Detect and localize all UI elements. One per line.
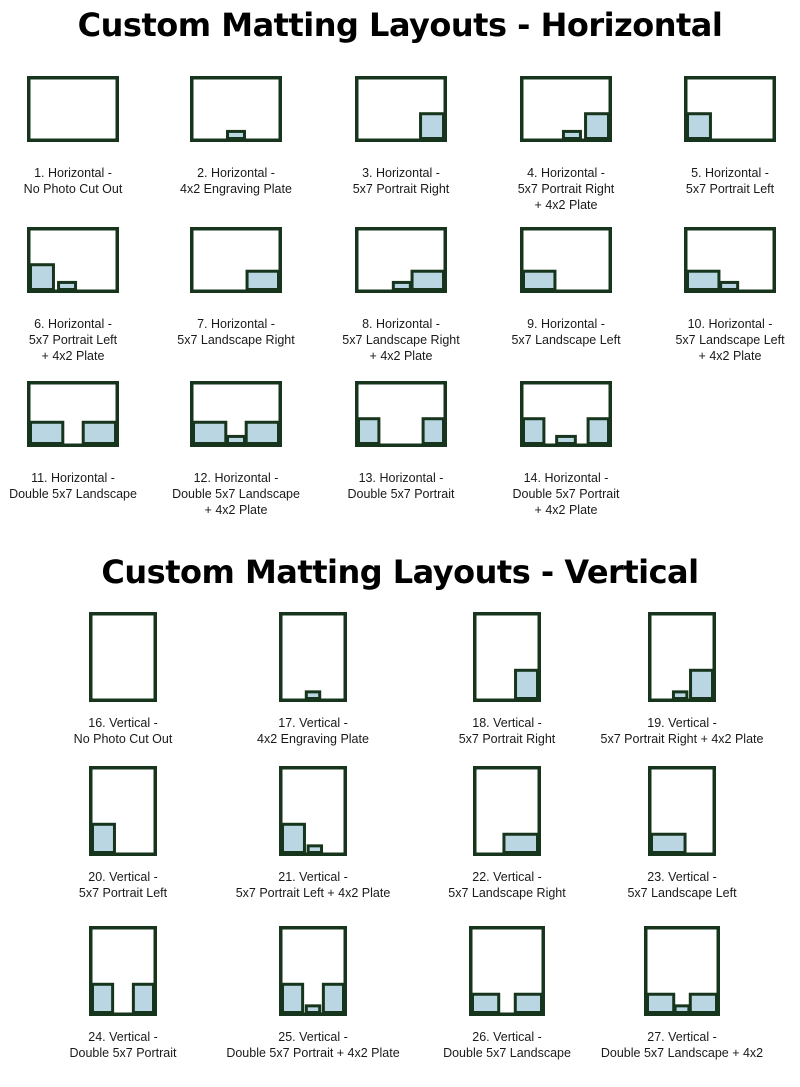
layout-caption bbox=[353, 165, 450, 197]
layout-caption-title: 10. Horizontal - bbox=[687, 317, 773, 331]
photo-cutout bbox=[412, 271, 443, 289]
photo-cutout bbox=[652, 834, 686, 852]
layout-item bbox=[648, 766, 716, 856]
layout-number: 14. bbox=[523, 471, 545, 485]
layout-caption-title: 9. Horizontal - bbox=[527, 317, 605, 331]
layout-caption-line: + 4x2 Plate bbox=[698, 349, 762, 363]
layout-caption bbox=[448, 869, 565, 901]
layout-caption-title: 21. Vertical - bbox=[278, 870, 348, 884]
photo-cutout bbox=[83, 422, 115, 443]
photo-cutout bbox=[504, 834, 538, 852]
engraving-plate-cutout bbox=[59, 282, 76, 289]
layout-item bbox=[89, 766, 157, 856]
layout-caption-title: 13. Horizontal - bbox=[358, 471, 444, 485]
layout-caption-line: Double 5x7 Portrait bbox=[69, 1046, 177, 1060]
mat-frame-diagram bbox=[469, 926, 545, 1016]
layout-caption bbox=[24, 165, 123, 197]
mat-frame-diagram bbox=[89, 612, 157, 702]
mat-frame-diagram bbox=[520, 227, 612, 293]
layout-caption-line: 5x7 Portrait Left bbox=[28, 333, 118, 347]
layout-caption bbox=[69, 1029, 176, 1061]
layout-caption-line: 5x7 Portrait Left + 4x2 Plate bbox=[235, 886, 391, 900]
layout-caption-title: 20. Vertical - bbox=[88, 870, 158, 884]
layout-caption-line: 5x7 Portrait Left bbox=[685, 182, 775, 196]
layout-item bbox=[684, 227, 776, 293]
layout-caption-line: 4x2 Engraving Plate bbox=[180, 182, 292, 196]
layout-number: 23. bbox=[647, 870, 669, 884]
layout-number: 17. bbox=[278, 716, 300, 730]
layout-number: 27. bbox=[647, 1030, 669, 1044]
photo-cutout bbox=[421, 114, 444, 139]
engraving-plate-cutout bbox=[308, 846, 321, 853]
layout-caption-line: 5x7 Portrait Right bbox=[352, 182, 450, 196]
layout-caption-title: 25. Vertical - bbox=[278, 1030, 348, 1044]
layout-caption-line: 5x7 Portrait Right bbox=[458, 732, 556, 746]
layout-caption-line: + 4x2 Plate bbox=[204, 503, 268, 517]
photo-cutout bbox=[133, 984, 153, 1012]
mat-frame-diagram bbox=[473, 612, 541, 702]
layout-number: 13. bbox=[358, 471, 380, 485]
engraving-plate-cutout bbox=[306, 692, 319, 699]
layout-number: 6. bbox=[34, 317, 48, 331]
photo-cutout bbox=[473, 994, 499, 1012]
layout-caption-line: 5x7 Landscape Left bbox=[675, 333, 785, 347]
layout-item bbox=[27, 227, 119, 293]
layout-number: 16. bbox=[88, 716, 110, 730]
layout-caption bbox=[177, 316, 294, 348]
layout-caption-line: 5x7 Portrait Right bbox=[517, 182, 615, 196]
layout-item bbox=[279, 766, 347, 856]
photo-cutout bbox=[691, 670, 713, 698]
layout-caption bbox=[443, 1029, 571, 1061]
layout-caption-line: 5x7 Landscape Left bbox=[511, 333, 621, 347]
layout-number: 20. bbox=[88, 870, 110, 884]
photo-cutout bbox=[648, 994, 674, 1012]
photo-cutout bbox=[31, 422, 63, 443]
layout-item bbox=[469, 926, 545, 1016]
layout-item bbox=[190, 76, 282, 142]
photo-cutout bbox=[423, 419, 443, 444]
engraving-plate-cutout bbox=[673, 692, 686, 699]
layout-number: 1. bbox=[34, 166, 48, 180]
layout-caption-line: Double 5x7 Landscape + 4x2 bbox=[600, 1046, 764, 1060]
layout-number: 11. bbox=[31, 471, 51, 485]
mat-frame bbox=[29, 78, 118, 141]
layout-caption bbox=[236, 869, 391, 901]
layout-item bbox=[89, 612, 157, 702]
engraving-plate-cutout bbox=[563, 131, 580, 138]
layout-caption-title: 23. Vertical - bbox=[647, 870, 717, 884]
mat-frame-diagram bbox=[684, 76, 776, 142]
layout-caption-line: Double 5x7 Portrait bbox=[347, 487, 455, 501]
layout-caption bbox=[686, 165, 774, 197]
layout-number: 9. bbox=[527, 317, 541, 331]
mat-frame-diagram bbox=[520, 76, 612, 142]
layout-item bbox=[279, 926, 347, 1016]
layout-caption bbox=[74, 715, 173, 747]
layout-caption-line: + 4x2 Plate bbox=[369, 349, 433, 363]
layout-caption-title: 17. Vertical - bbox=[278, 716, 348, 730]
layout-caption-line: + 4x2 Plate bbox=[534, 503, 598, 517]
engraving-plate-cutout bbox=[228, 131, 245, 138]
layout-caption bbox=[601, 1029, 763, 1061]
layout-caption-title: 22. Vertical - bbox=[472, 870, 542, 884]
layout-caption bbox=[180, 165, 292, 197]
mat-frame-diagram bbox=[190, 381, 282, 447]
photo-cutout bbox=[586, 114, 609, 139]
mat-frame-diagram bbox=[190, 76, 282, 142]
layout-caption-title: 4. Horizontal - bbox=[527, 166, 605, 180]
mat-frame-diagram bbox=[473, 766, 541, 856]
layout-caption-line: 5x7 Landscape Right bbox=[177, 333, 295, 347]
photo-cutout bbox=[93, 984, 113, 1012]
layout-item bbox=[190, 381, 282, 447]
layout-caption-title: 8. Horizontal - bbox=[362, 317, 440, 331]
photo-cutout bbox=[690, 994, 716, 1012]
photo-cutout bbox=[524, 271, 555, 289]
layout-number: 4. bbox=[527, 166, 541, 180]
layout-number: 5. bbox=[691, 166, 705, 180]
photo-cutout bbox=[194, 422, 226, 443]
mat-frame-diagram bbox=[279, 766, 347, 856]
layout-caption bbox=[226, 1029, 399, 1061]
mat-frame-diagram bbox=[190, 227, 282, 293]
layout-caption bbox=[9, 470, 137, 502]
layout-caption-title: 7. Horizontal - bbox=[197, 317, 275, 331]
mat-frame-diagram bbox=[520, 381, 612, 447]
layout-caption-title: 1. Horizontal - bbox=[34, 166, 112, 180]
mat-frame-diagram bbox=[89, 766, 157, 856]
layout-caption-line: 5x7 Landscape Right bbox=[342, 333, 460, 347]
layout-item bbox=[520, 227, 612, 293]
mat-frame-diagram bbox=[89, 926, 157, 1016]
layout-caption-title: 19. Vertical - bbox=[647, 716, 717, 730]
photo-cutout bbox=[247, 271, 278, 289]
mat-frame-diagram bbox=[279, 926, 347, 1016]
layout-caption-title: 11. Horizontal - bbox=[31, 471, 115, 485]
layout-number: 21. bbox=[278, 870, 300, 884]
layout-number: 24. bbox=[88, 1030, 110, 1044]
layout-caption bbox=[627, 869, 736, 901]
layout-caption-line: Double 5x7 Landscape bbox=[443, 1046, 571, 1060]
layout-caption-line: 5x7 Landscape Left bbox=[627, 886, 737, 900]
layout-item bbox=[27, 76, 119, 142]
layout-item bbox=[89, 926, 157, 1016]
photo-cutout bbox=[515, 994, 541, 1012]
photo-cutout bbox=[93, 824, 115, 852]
layout-item bbox=[279, 612, 347, 702]
layout-number: 26. bbox=[472, 1030, 494, 1044]
layout-caption-line: 4x2 Engraving Plate bbox=[257, 732, 369, 746]
layout-caption-line: Double 5x7 Landscape bbox=[9, 487, 137, 501]
layout-caption-title: 3. Horizontal - bbox=[362, 166, 440, 180]
layout-number: 10. bbox=[687, 317, 709, 331]
layout-caption-title: 18. Vertical - bbox=[472, 716, 542, 730]
mat-frame-diagram bbox=[27, 227, 119, 293]
layout-caption bbox=[29, 316, 117, 364]
layout-caption bbox=[79, 869, 167, 901]
layout-caption-line: + 4x2 Plate bbox=[41, 349, 105, 363]
layout-caption-line: Double 5x7 Portrait bbox=[512, 487, 620, 501]
layout-caption-line: No Photo Cut Out bbox=[73, 732, 173, 746]
mat-frame-diagram bbox=[648, 766, 716, 856]
layout-item bbox=[355, 381, 447, 447]
layout-caption bbox=[518, 165, 615, 213]
photo-cutout bbox=[688, 114, 711, 139]
layout-item bbox=[27, 381, 119, 447]
mat-frame-diagram bbox=[27, 381, 119, 447]
photo-cutout bbox=[323, 984, 343, 1012]
engraving-plate-cutout bbox=[393, 282, 410, 289]
layout-number: 8. bbox=[362, 317, 376, 331]
layout-caption bbox=[342, 316, 459, 364]
layout-number: 25. bbox=[278, 1030, 300, 1044]
section-title-horizontal: Custom Matting Layouts - Horizontal bbox=[77, 6, 723, 44]
photo-cutout bbox=[516, 670, 538, 698]
mat-frame-diagram bbox=[355, 227, 447, 293]
layout-caption-title: 2. Horizontal - bbox=[197, 166, 275, 180]
mat-frame-diagram bbox=[684, 227, 776, 293]
layout-number: 18. bbox=[472, 716, 494, 730]
layout-item bbox=[190, 227, 282, 293]
layout-caption bbox=[675, 316, 784, 364]
layout-item bbox=[473, 612, 541, 702]
mat-frame-diagram bbox=[644, 926, 720, 1016]
layout-number: 7. bbox=[197, 317, 211, 331]
mat-frame-diagram bbox=[355, 381, 447, 447]
photo-cutout bbox=[246, 422, 278, 443]
layout-caption bbox=[511, 316, 620, 348]
layout-caption-title: 5. Horizontal - bbox=[691, 166, 769, 180]
layout-item bbox=[684, 76, 776, 142]
layout-caption bbox=[601, 715, 764, 747]
layout-caption bbox=[459, 715, 556, 747]
photo-cutout bbox=[31, 265, 54, 290]
layout-caption-title: 16. Vertical - bbox=[88, 716, 158, 730]
photo-cutout bbox=[524, 419, 544, 444]
photo-cutout bbox=[283, 984, 303, 1012]
engraving-plate-cutout bbox=[721, 282, 738, 289]
mat-frame-diagram bbox=[279, 612, 347, 702]
layout-caption bbox=[512, 470, 619, 518]
layout-caption-line: 5x7 Portrait Right + 4x2 Plate bbox=[600, 732, 764, 746]
photo-cutout bbox=[359, 419, 379, 444]
layout-caption-title: 27. Vertical - bbox=[647, 1030, 717, 1044]
engraving-plate-cutout bbox=[306, 1006, 319, 1013]
layout-number: 12. bbox=[193, 471, 215, 485]
photo-cutout bbox=[283, 824, 305, 852]
layout-caption-title: 6. Horizontal - bbox=[34, 317, 112, 331]
layout-item bbox=[473, 766, 541, 856]
mat-frame-diagram bbox=[355, 76, 447, 142]
layout-number: 3. bbox=[362, 166, 376, 180]
layout-caption bbox=[347, 470, 454, 502]
layout-item bbox=[520, 76, 612, 142]
layout-caption-line: 5x7 Landscape Right bbox=[448, 886, 566, 900]
layout-number: 2. bbox=[197, 166, 211, 180]
mat-frame-diagram bbox=[27, 76, 119, 142]
layout-caption-title: 12. Horizontal - bbox=[193, 471, 279, 485]
layout-item bbox=[355, 76, 447, 142]
layout-item bbox=[648, 612, 716, 702]
layout-caption-line: No Photo Cut Out bbox=[23, 182, 123, 196]
layout-item bbox=[520, 381, 612, 447]
photo-cutout bbox=[688, 271, 719, 289]
layout-number: 22. bbox=[472, 870, 494, 884]
layout-caption bbox=[257, 715, 369, 747]
mat-frame bbox=[281, 614, 346, 701]
layout-caption bbox=[172, 470, 300, 518]
layout-number: 19. bbox=[647, 716, 669, 730]
mat-frame bbox=[91, 614, 156, 701]
layout-item bbox=[644, 926, 720, 1016]
layout-caption-line: Double 5x7 Landscape bbox=[172, 487, 300, 501]
photo-cutout bbox=[588, 419, 608, 444]
engraving-plate-cutout bbox=[675, 1006, 689, 1013]
layout-caption-line: + 4x2 Plate bbox=[534, 198, 598, 212]
layout-caption-title: 26. Vertical - bbox=[472, 1030, 542, 1044]
engraving-plate-cutout bbox=[557, 436, 576, 443]
mat-frame-diagram bbox=[648, 612, 716, 702]
layout-caption-title: 24. Vertical - bbox=[88, 1030, 158, 1044]
layout-caption-title: 14. Horizontal - bbox=[523, 471, 609, 485]
layout-item bbox=[355, 227, 447, 293]
layout-caption-line: Double 5x7 Portrait + 4x2 Plate bbox=[226, 1046, 400, 1060]
layout-caption-line: 5x7 Portrait Left bbox=[78, 886, 168, 900]
engraving-plate-cutout bbox=[228, 436, 245, 443]
section-title-vertical: Custom Matting Layouts - Vertical bbox=[101, 553, 699, 591]
